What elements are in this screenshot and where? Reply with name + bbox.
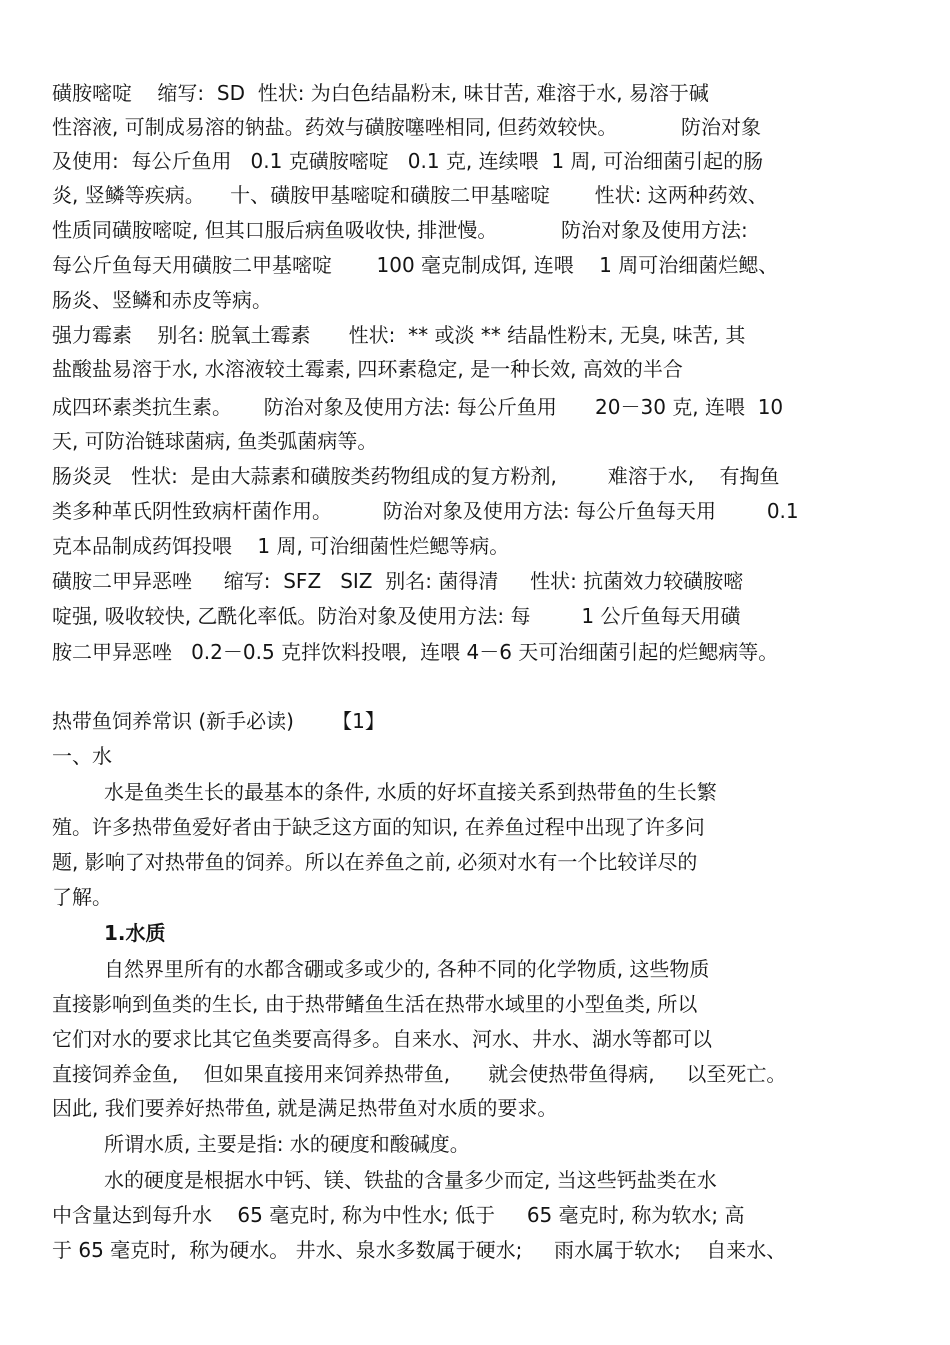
text-line: 肠炎灵 性状: 是由大蒜素和磺胺类药物组成的复方粉剂, 难溶于水, 有掏鱼 xyxy=(52,464,780,488)
paragraph-line: 中含量达到每升水 65 毫克时, 称为中性水; 低于 65 毫克时, 称为软水; 高 xyxy=(52,1203,745,1227)
paragraph-line: 殖。许多热带鱼爱好者由于缺乏这方面的知识, 在养鱼过程中出现了许多问 xyxy=(52,815,705,839)
paragraph-line: 水是鱼类生长的最基本的条件, 水质的好坏直接关系到热带鱼的生长繁 xyxy=(104,780,717,804)
text-line: 盐酸盐易溶于水, 水溶液较土霉素, 四环素稳定, 是一种长效, 高效的半合 xyxy=(52,357,683,381)
paragraph-line: 直接饲养金鱼, 但如果直接用来饲养热带鱼, 就会使热带鱼得病, 以至死亡。 xyxy=(52,1062,787,1086)
text-line: 天, 可防治链球菌病, 鱼类弧菌病等。 xyxy=(52,429,378,453)
paragraph-line: 所谓水质, 主要是指: 水的硬度和酸碱度。 xyxy=(104,1132,470,1156)
paragraph-line: 自然界里所有的水都含硼或多或少的, 各种不同的化学物质, 这些物质 xyxy=(104,957,710,981)
text-line: 每公斤鱼每天用磺胺二甲基嘧啶 100 毫克制成饵, 连喂 1 周可治细菌烂鳃、 xyxy=(52,253,779,277)
paragraph-line: 题, 影响了对热带鱼的饲养。所以在养鱼之前, 必须对水有一个比较详尽的 xyxy=(52,850,698,874)
paragraph-line: 于 65 毫克时, 称为硬水。 井水、泉水多数属于硬水; 雨水属于软水; 自来水、 xyxy=(52,1238,787,1262)
paragraph-line: 了解。 xyxy=(52,885,112,909)
text-line: 克本品制成药饵投喂 1 周, 可治细菌性烂鳃等病。 xyxy=(52,534,510,558)
text-line: 成四环素类抗生素。 防治对象及使用方法: 每公斤鱼用 20－30 克, 连喂 10 xyxy=(52,395,784,419)
text-line: 及使用: 每公斤鱼用 0.1 克磺胺嘧啶 0.1 克, 连续喂 1 周, 可治细菌引起的肠 xyxy=(52,149,764,173)
subsection-heading: 1.水质 xyxy=(104,921,166,945)
paragraph-line: 水的硬度是根据水中钙、镁、铁盐的含量多少而定, 当这些钙盐类在水 xyxy=(104,1168,717,1192)
paragraph-line: 它们对水的要求比其它鱼类要高得多。自来水、河水、井水、湖水等都可以 xyxy=(52,1027,712,1051)
paragraph-line: 直接影响到鱼类的生长, 由于热带鳍鱼生活在热带水域里的小型鱼类, 所以 xyxy=(52,992,698,1016)
text-line: 磺胺二甲异恶唑 缩写: SFZ SIZ 别名: 菌得清 性状: 抗菌效力较磺胺嘧 xyxy=(52,569,744,593)
section-heading: 一、水 xyxy=(52,744,112,768)
text-line: 炎, 竖鳞等疾病。 十、磺胺甲基嘧啶和磺胺二甲基嘧啶 性状: 这两种药效、 xyxy=(52,183,768,207)
text-line: 性溶液, 可制成易溶的钠盐。药效与磺胺噻唑相同, 但药效较快。 防治对象 xyxy=(52,115,762,139)
text-line: 磺胺嘧啶 缩写: SD 性状: 为白色结晶粉末, 味甘苦, 难溶于水, 易溶于碱 xyxy=(52,81,709,105)
text-line: 肠炎、竖鳞和赤皮等病。 xyxy=(52,288,272,312)
text-line: 性质同磺胺嘧啶, 但其口服后病鱼吸收快, 排泄慢。 防治对象及使用方法: xyxy=(52,218,748,242)
text-line: 胺二甲异恶唑 0.2－0.5 克拌饮料投喂, 连喂 4－6 天可治细菌引起的烂鳃病等。 xyxy=(52,640,779,664)
section-title: 热带鱼饲养常识 (新手必读) 【1】 xyxy=(52,709,385,733)
paragraph-line: 因此, 我们要养好热带鱼, 就是满足热带鱼对水质的要求。 xyxy=(52,1096,558,1120)
text-line: 类多种革氏阴性致病杆菌作用。 防治对象及使用方法: 每公斤鱼每天用 0.1 xyxy=(52,499,799,523)
text-line: 啶强, 吸收较快, 乙酰化率低。防治对象及使用方法: 每 1 公斤鱼每天用磺 xyxy=(52,604,741,628)
text-line: 强力霉素 别名: 脱氧土霉素 性状: ** 或淡 ** 结晶性粉末, 无臭, 味苦, 其 xyxy=(52,323,746,347)
